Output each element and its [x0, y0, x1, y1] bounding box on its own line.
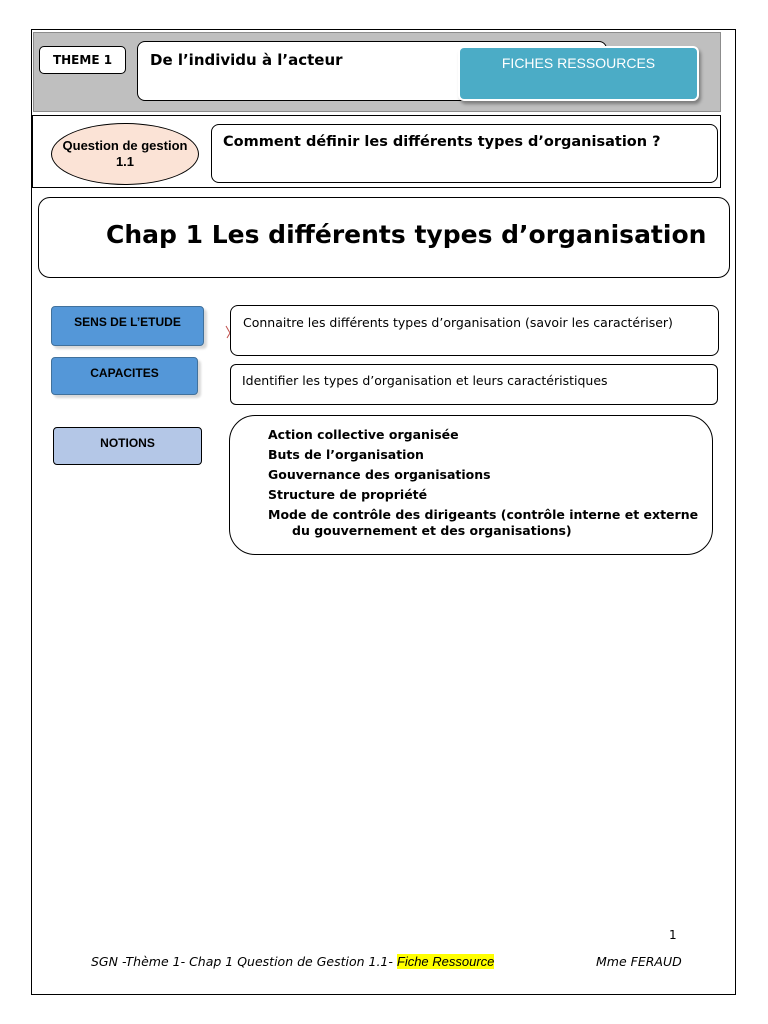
notions-list — [268, 427, 712, 543]
chapter-title: Chap 1 Les différents types d’organisation — [106, 220, 707, 249]
footer-highlight: Fiche Ressource — [396, 954, 495, 969]
footer-main-text: SGN -Thème 1- Chap 1 Question de Gestion 1.1- — [91, 954, 397, 969]
question-box — [211, 124, 718, 183]
notions-button[interactable] — [53, 427, 202, 465]
question-label-oval — [51, 123, 199, 185]
fiches-ressources-button[interactable] — [458, 46, 699, 101]
footer-text — [91, 954, 494, 969]
notions-box — [229, 415, 713, 555]
question-label: Question de gestion 1.1 — [62, 138, 188, 169]
notion-item: Buts de l’organisation — [268, 447, 424, 462]
capacites-text: Identifier les types d’organisation et leurs caractéristiques — [230, 364, 718, 405]
theme-title: De l’individu à l’acteur — [150, 51, 343, 69]
notion-item: Action collective organisée — [268, 427, 459, 442]
sens-etude-label: SENS DE L’ETUDE — [74, 315, 181, 329]
question-text: Comment définir les différents types d’organisation ? — [223, 134, 661, 150]
sens-etude-text: Connaitre les différents types d’organisation (savoir les caractériser) — [230, 305, 719, 356]
sens-etude-button[interactable] — [51, 306, 204, 346]
notion-item: Structure de propriété — [268, 487, 428, 502]
capacites-label: CAPACITES — [90, 366, 159, 380]
footer-author: Mme FERAUD — [596, 954, 682, 969]
notion-item: Mode de contrôle des dirigeants (contrôle interne et externe du gouvernement et des organisations) — [268, 507, 699, 538]
page-number: 1 — [669, 928, 677, 942]
fiches-ressources-label: FICHES RESSOURCES — [501, 55, 656, 71]
capacites-button[interactable] — [51, 357, 198, 395]
notions-label: NOTIONS — [100, 436, 155, 450]
theme-label: THEME 1 — [39, 46, 126, 74]
notion-item: Gouvernance des organisations — [268, 467, 491, 482]
